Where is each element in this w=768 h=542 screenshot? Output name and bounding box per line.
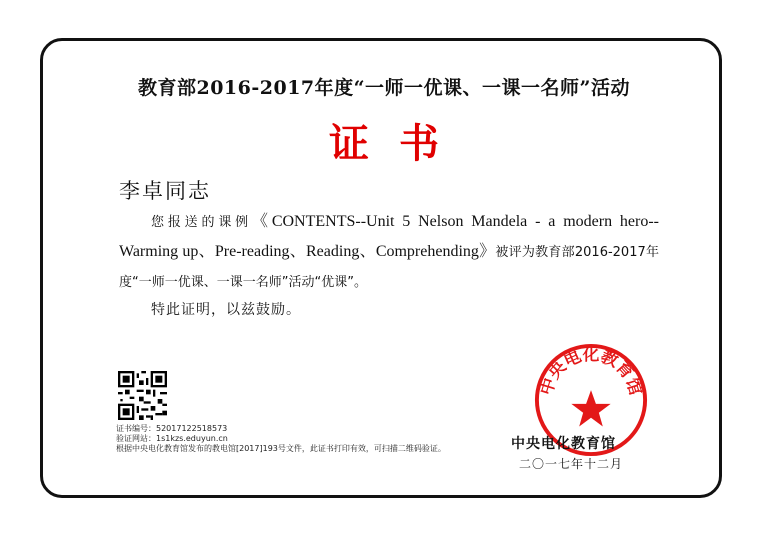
body-intro: 您报送的课例: [151, 215, 252, 230]
basis-note: 根据中央电化教育馆发布的教电馆[2017]193号文件，此证书打印有效，可扫描二维码验证。: [116, 444, 446, 453]
course-title: 《CONTENTS--Unit 5 Nelson Mandela - a modern hero--Warming up、Pre-reading、Reading、Comprehending》: [119, 213, 659, 260]
certificate-body: [119, 207, 659, 297]
certificate-metadata: [116, 424, 446, 454]
issue-date: 二〇一七年十二月: [519, 457, 624, 471]
closing-line: 特此证明，以兹鼓励。: [151, 302, 301, 318]
recipient-name: 李卓同志: [119, 179, 211, 203]
qr-code-icon[interactable]: [118, 371, 167, 420]
verify-website: 验证网站：1s1kzs.eduyun.cn: [116, 434, 228, 443]
issuer-name: 中央电化教育馆: [511, 436, 616, 452]
event-title: 教育部2016-2017年度“一师一优课、一课一名师”活动: [137, 77, 630, 99]
seal-text: 中央电化教育馆: [535, 344, 647, 398]
certificate-heading: 证书: [329, 120, 469, 167]
award-result: 被评为教育部2016-2017年度“一师一优课、一课一名师”活动“优课”。: [119, 245, 659, 290]
svg-text:中央电化教育馆: [536, 344, 647, 397]
certificate-number: 证书编号：52017122518573: [116, 424, 228, 433]
